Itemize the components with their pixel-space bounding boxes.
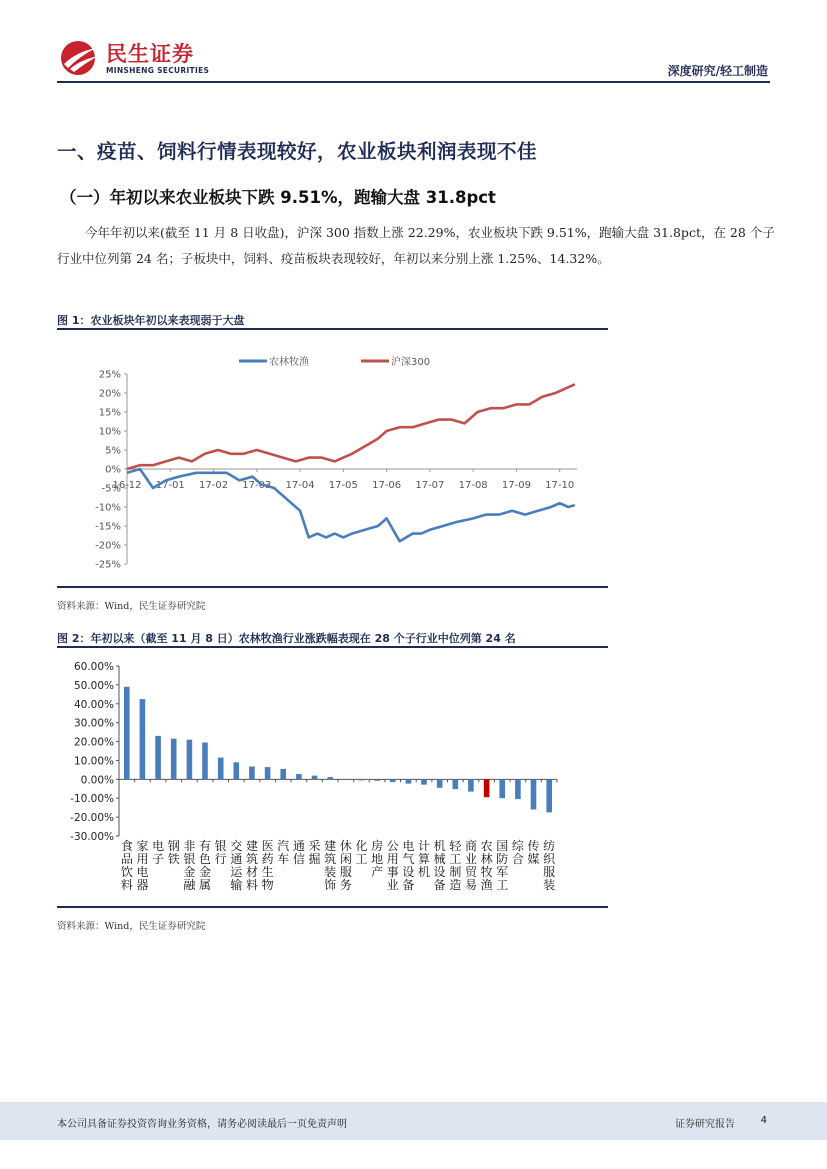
bar: [280, 769, 286, 779]
category-label: 纺织服装: [543, 839, 556, 892]
y-tick-label: -15%: [95, 521, 121, 533]
page-footer: [0, 1102, 827, 1140]
x-tick-label: 16-12: [112, 480, 142, 491]
y-tick-label: -5%: [101, 483, 121, 495]
y-tick-label: 20.00%: [73, 736, 114, 749]
bar: [249, 767, 255, 780]
category-label: 商业贸易: [464, 839, 477, 892]
figure1-title: 图 1：农业板块年初以来表现弱于大盘: [57, 314, 245, 327]
figure2-bottom-divider: [57, 906, 608, 908]
line-chart: [57, 330, 617, 590]
category-label: 医药生物: [261, 839, 274, 892]
y-tick-label: 30.00%: [73, 717, 114, 730]
subsection-heading: （一）年初以来农业板块下跌 9.51%，跑输大盘 31.8pct: [60, 188, 496, 207]
category-label: 采掘: [308, 839, 321, 866]
y-tick-label: 10.00%: [73, 755, 114, 768]
bar: [234, 762, 240, 779]
y-tick-label: -25%: [95, 559, 121, 571]
page-header: [0, 0, 827, 90]
y-tick-label: 20%: [98, 388, 121, 400]
category-label: 银行: [214, 839, 227, 866]
series-line: [127, 384, 575, 469]
minsheng-logo-icon: [58, 38, 102, 78]
y-tick-label: 50.00%: [73, 679, 114, 692]
category-label: 有色金属: [199, 839, 212, 892]
bar: [171, 739, 177, 780]
bar: [327, 777, 333, 779]
category-label: 交通运输: [230, 839, 243, 892]
category-label: 家用电器: [136, 839, 149, 892]
category-label: 休闲服务: [339, 839, 352, 892]
header-divider: [57, 81, 770, 83]
category-label: 公用事业: [386, 839, 399, 892]
y-tick-label: -10%: [95, 502, 121, 514]
x-tick-label: 17-07: [415, 480, 445, 491]
category-label: 建筑装饰: [324, 839, 337, 892]
legend-label: 农林牧渔: [269, 357, 309, 368]
logo-text-en: MINSHENG SECURITIES: [106, 66, 210, 75]
y-tick-label: 5%: [105, 445, 121, 457]
bar: [218, 758, 224, 780]
category-label: 电气设备: [402, 839, 415, 892]
category-label: 农林牧渔: [480, 839, 493, 892]
report-section-label: 深度研究/轻工制造: [667, 64, 768, 78]
figure2-source: 资料来源：Wind，民生证券研究院: [57, 921, 206, 932]
category-label: 传媒: [527, 839, 540, 866]
x-tick-label: 17-04: [285, 480, 315, 491]
y-tick-label: -10.00%: [70, 793, 114, 806]
category-label: 电子: [152, 839, 165, 866]
bar: [187, 740, 193, 780]
figure2-title: 图 2：年初以来（截至 11 月 8 日）农林牧渔行业涨跌幅表现在 28 个子行业中位列第 24 名: [57, 632, 516, 645]
y-tick-label: 60.00%: [73, 661, 114, 673]
category-label: 汽车: [277, 839, 290, 866]
footer-report-type: 证券研究报告: [675, 1119, 735, 1130]
bar: [202, 743, 208, 780]
category-label: 综合: [511, 839, 524, 866]
bar: [484, 779, 490, 797]
x-tick-label: 17-06: [372, 480, 402, 491]
y-tick-label: 0%: [105, 464, 121, 476]
bar: [406, 779, 412, 783]
paragraph-text: 今年年初以来(截至 11 月 8 日收盘)，沪深 300 指数上涨 22.29%，农业板块下跌 9.51%，跑输大盘 31.8pct，在 28 个子行业中位列第 24 名；子板块中，饲料、疫苗板块表现较好，年初以来分别上涨 1.25%、14.32%。: [57, 225, 775, 266]
x-tick-label: 17-10: [545, 480, 575, 491]
category-label: 国防军工: [496, 839, 509, 892]
figure2-title-divider: [57, 646, 608, 648]
x-tick-label: 17-05: [328, 480, 358, 491]
category-label: 通信: [292, 839, 305, 866]
bar: [515, 779, 521, 799]
bar-chart: [57, 650, 617, 904]
logo-text-cn: 民生证券: [106, 42, 194, 66]
bar: [437, 779, 443, 788]
category-label: 机械设备: [433, 839, 446, 892]
bar: [531, 779, 537, 809]
y-tick-label: 10%: [98, 426, 121, 438]
category-label: 食品饮料: [120, 839, 133, 892]
x-tick-label: 17-02: [199, 480, 229, 491]
category-label: 化工: [355, 839, 368, 866]
y-tick-label: 25%: [98, 369, 121, 381]
bar: [546, 779, 552, 812]
y-tick-label: 15%: [98, 407, 121, 419]
legend-label: 沪深300: [391, 357, 431, 368]
bar: [155, 736, 161, 779]
category-label: 轻工制造: [449, 839, 462, 892]
bar: [296, 774, 302, 779]
page-number: 4: [760, 1115, 767, 1126]
category-label: 钢铁: [167, 839, 180, 866]
bar: [468, 779, 474, 791]
bar: [312, 776, 318, 780]
bar: [421, 779, 427, 784]
bar: [374, 779, 380, 781]
figure1-source: 资料来源：Wind，民生证券研究院: [57, 601, 206, 612]
bar: [390, 779, 396, 782]
y-tick-label: 0.00%: [80, 774, 114, 787]
footer-disclaimer: 本公司具备证券投资咨询业务资格，请务必阅读最后一页免责声明: [57, 1119, 347, 1130]
bar: [124, 687, 130, 780]
y-tick-label: 40.00%: [73, 698, 114, 711]
bar: [359, 779, 365, 780]
category-label: 建筑材料: [245, 839, 258, 892]
category-label: 房地产: [371, 839, 384, 879]
bar: [343, 779, 349, 780]
x-tick-label: 17-03: [242, 480, 272, 491]
bar: [140, 699, 146, 779]
y-tick-label: -30.00%: [70, 831, 114, 843]
x-tick-label: 17-01: [155, 480, 185, 491]
bar: [499, 779, 505, 798]
section-heading: 一、疫苗、饲料行情表现较好，农业板块利润表现不佳: [57, 140, 538, 163]
y-tick-label: -20%: [95, 540, 121, 552]
x-tick-label: 17-08: [458, 480, 488, 491]
x-tick-label: 17-09: [501, 480, 531, 491]
category-label: 计算机: [418, 839, 431, 879]
bar: [453, 779, 459, 789]
category-label: 非银金融: [183, 839, 196, 892]
body-paragraph: [57, 220, 777, 272]
y-tick-label: -20.00%: [70, 812, 114, 825]
figure1-bottom-divider: [57, 586, 608, 588]
bar: [265, 767, 271, 779]
